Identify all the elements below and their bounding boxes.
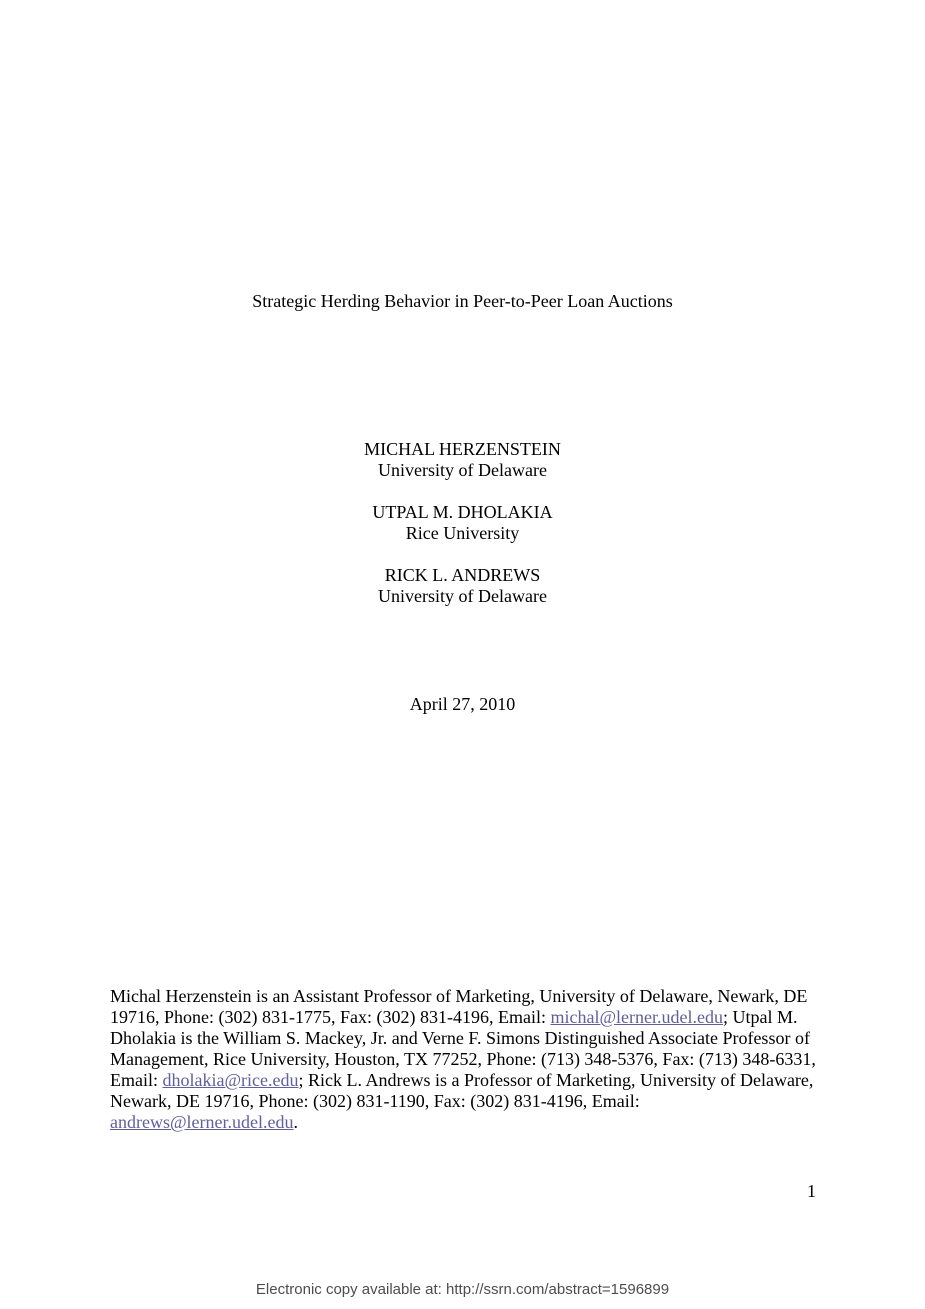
footnote-text: Michal Herzenstein is an Assistant Professor of Marketing, University of Delaware, Newark, DE 19716, Phone: (302) 831-1775, Fax: (302) 831-4196, Email: bbox=[110, 986, 808, 1027]
footnote-text: ; Rick L. Andrews is a Professor of Marketing, University of Delaware, Newark, DE 19716, Phone: (302) 831-1190, Fax: (302) 831-4196, Email: bbox=[110, 1070, 814, 1111]
author-affiliation: University of Delaware bbox=[378, 460, 547, 480]
author-affiliation: University of Delaware bbox=[378, 586, 547, 606]
author-block bbox=[0, 439, 925, 481]
author-footnote bbox=[110, 986, 820, 1133]
page-number: 1 bbox=[807, 1181, 816, 1201]
email-link[interactable]: andrews@lerner.udel.edu bbox=[110, 1112, 294, 1132]
footnote-text: . bbox=[293, 1112, 299, 1132]
author-name: UTPAL M. DHOLAKIA bbox=[372, 502, 553, 522]
author-name: MICHAL HERZENSTEIN bbox=[364, 439, 561, 459]
footnote-text: ; Utpal M. Dholakia is the William S. Mackey, Jr. and Verne F. Simons Distinguished Associate Professor of Management, Rice University, Houston, TX 77252, Phone: (713) 348-5376, Fax: (713) 348-6331, Email: bbox=[110, 1007, 816, 1090]
email-link[interactable]: dholakia@rice.edu bbox=[162, 1070, 299, 1090]
author-block bbox=[0, 502, 925, 544]
date: April 27, 2010 bbox=[409, 694, 516, 714]
email-link[interactable]: michal@lerner.udel.edu bbox=[550, 1007, 723, 1027]
ssrn-footer-text: Electronic copy available at: http://ssrn.com/abstract=1596899 bbox=[255, 1281, 670, 1298]
author-name: RICK L. ANDREWS bbox=[384, 565, 541, 585]
author-affiliation: Rice University bbox=[405, 523, 520, 543]
author-list bbox=[0, 439, 925, 628]
page-title: Strategic Herding Behavior in Peer-to-Peer Loan Auctions bbox=[252, 291, 673, 311]
author-block bbox=[0, 565, 925, 607]
